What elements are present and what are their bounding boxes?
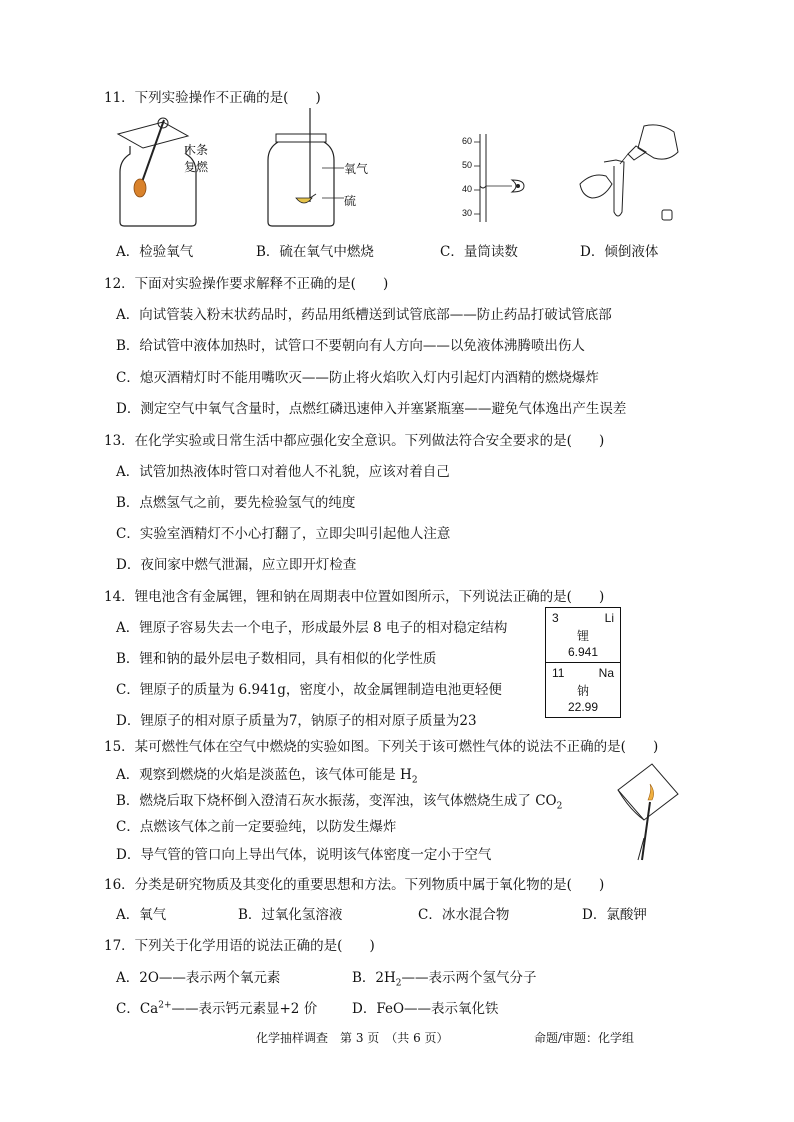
q15-option-a-subscript: 2 <box>411 775 418 786</box>
q14-option-b[interactable]: B．锂和钠的最外层电子数相同，具有相似的化学性质 <box>116 651 437 667</box>
q17-option-b-subscript: 2 <box>395 978 402 989</box>
element-mass: 22.99 <box>567 700 599 714</box>
q17-option-c[interactable] <box>116 997 317 1017</box>
q16-option-d[interactable]: D．氯酸钾 <box>582 907 647 923</box>
q13-option-d[interactable]: D．夜间家中燃气泄漏，应立即开灯检查 <box>116 557 357 573</box>
q16-option-b[interactable]: B．过氧化氢溶液 <box>238 907 343 923</box>
q11-fig-c-tick-50: 50 <box>462 160 473 170</box>
q16-stem: 16．分类是研究物质及其变化的重要思想和方法。下列物质中属于氧化物的是( ) <box>104 877 605 893</box>
q16-option-c[interactable]: C．冰水混合物 <box>418 907 510 923</box>
element-number: 11 <box>552 666 565 680</box>
q14-option-a[interactable]: A．锂原子容易失去一个电子，形成最外层 8 电子的相对稳定结构 <box>116 620 508 636</box>
q11-fig-b-leader-lines <box>322 166 346 202</box>
q15-option-b-text: B．燃烧后取下烧杯倒入澄清石灰水振荡，变浑浊，该气体燃烧生成了 CO <box>116 793 557 809</box>
element-name: 锂 <box>576 629 589 643</box>
footer-authors: 命题/审题：化学组 <box>534 1031 635 1045</box>
q11-fig-a-label-2: 复燃 <box>184 160 209 174</box>
q11-fig-b-label-sulfur: 硫 <box>344 194 357 208</box>
footer-page-info: 化学抽样调查 第 3 页 （共 6 页） <box>256 1031 449 1045</box>
q12-option-c[interactable]: C．熄灭酒精灯时不能用嘴吹灭——防止将火焰吹入灯内引起灯内酒精的燃烧爆炸 <box>116 370 599 386</box>
q15-option-c[interactable]: C．点燃该气体之前一定要验纯，以防发生爆炸 <box>116 819 397 835</box>
q13-option-b[interactable]: B．点燃氢气之前，要先检验氢气的纯度 <box>116 495 356 511</box>
q17-option-c-text: C．Ca <box>116 1001 159 1017</box>
q17-option-c-superscript: 2+ <box>158 1000 172 1011</box>
q11-option-a[interactable]: A．检验氧气 <box>116 244 194 260</box>
element-cell-li <box>546 608 620 663</box>
q14-stem: 14．锂电池含有金属锂，锂和钠在周期表中位置如图所示，下列说法正确的是( ) <box>104 589 605 605</box>
q17-option-b-text: B．2H <box>352 970 396 986</box>
q14-option-c[interactable]: C．锂原子的质量为 6.941g，密度小，故金属锂制造电池更轻便 <box>116 682 502 698</box>
q11-fig-c-tick-30: 30 <box>462 208 473 218</box>
q12-option-d[interactable]: D．测定空气中氧气含量时，点燃红磷迅速伸入并塞紧瓶塞——避免气体逸出产生误差 <box>116 401 627 417</box>
q17-option-b-tail: ——表示两个氢气分子 <box>401 970 537 986</box>
q11-stem: 11．下列实验操作不正确的是( ) <box>104 90 321 106</box>
q12-option-b[interactable]: B．给试管中液体加热时，试管口不要朝向有人方向——以免液体沸腾喷出伤人 <box>116 338 585 354</box>
q16-option-a[interactable]: A．氧气 <box>116 907 167 923</box>
q11-option-c[interactable]: C．量筒读数 <box>440 244 518 260</box>
q11-fig-c-tick-60: 60 <box>462 136 473 146</box>
q17-stem: 17．下列关于化学用语的说法正确的是( ) <box>104 938 375 954</box>
q16-options <box>116 903 676 923</box>
q12-option-a[interactable]: A．向试管装入粉末状药品时，药品用纸槽送到试管底部——防止药品打破试管底部 <box>116 307 612 323</box>
q11-options <box>116 240 676 260</box>
q15-stem: 15．某可燃性气体在空气中燃烧的实验如图。下列关于该可燃性气体的说法不正确的是( ) <box>104 739 659 755</box>
element-symbol: Na <box>598 666 614 680</box>
q12-stem: 12．下面对实验操作要求解释不正确的是( ) <box>104 276 389 292</box>
q13-option-c[interactable]: C．实验室酒精灯不小心打翻了，立即尖叫引起他人注意 <box>116 526 451 542</box>
q15-option-b[interactable] <box>116 789 562 812</box>
q17-option-c-tail: ——表示钙元素显+2 价 <box>171 1001 318 1017</box>
q11-fig-a-label-1: 木条 <box>184 143 209 157</box>
periodic-table-cells <box>545 607 621 718</box>
q17-option-a[interactable]: A．2O——表示两个氧元素 <box>116 970 281 986</box>
element-mass: 6.941 <box>567 645 599 659</box>
element-number: 3 <box>552 611 559 625</box>
element-cell-na <box>546 663 620 717</box>
q17-option-d[interactable]: D．FeO——表示氧化铁 <box>352 1001 499 1017</box>
q15-option-a[interactable] <box>116 763 418 786</box>
q13-option-a[interactable]: A．试管加热液体时管口对着他人不礼貌，应该对着自己 <box>116 464 450 480</box>
q15-fig-gas-burning <box>608 760 682 870</box>
element-name: 钠 <box>576 684 589 698</box>
q17-option-b[interactable] <box>352 966 537 989</box>
q11-fig-a-bottle <box>108 112 228 232</box>
q11-option-d[interactable]: D．倾倒液体 <box>580 244 659 260</box>
q15-option-b-subscript: 2 <box>556 801 563 812</box>
q11-fig-c-tick-40: 40 <box>462 184 473 194</box>
q11-option-b[interactable]: B．硫在氧气中燃烧 <box>256 244 374 260</box>
element-symbol: Li <box>604 611 614 625</box>
q11-fig-b-label-oxygen: 氧气 <box>344 162 369 176</box>
q11-fig-d-pouring <box>574 118 684 230</box>
q14-option-d[interactable]: D．锂原子的相对原子质量为7，钠原子的相对原子质量为23 <box>116 713 477 729</box>
q15-option-d[interactable]: D．导气管的管口向上导出气体，说明该气体密度一定小于空气 <box>116 847 492 863</box>
q15-option-a-text: A．观察到燃烧的火焰是淡蓝色，该气体可能是 H <box>116 767 412 783</box>
q13-stem: 13．在化学实验或日常生活中都应强化安全意识。下列做法符合安全要求的是( ) <box>104 433 605 449</box>
